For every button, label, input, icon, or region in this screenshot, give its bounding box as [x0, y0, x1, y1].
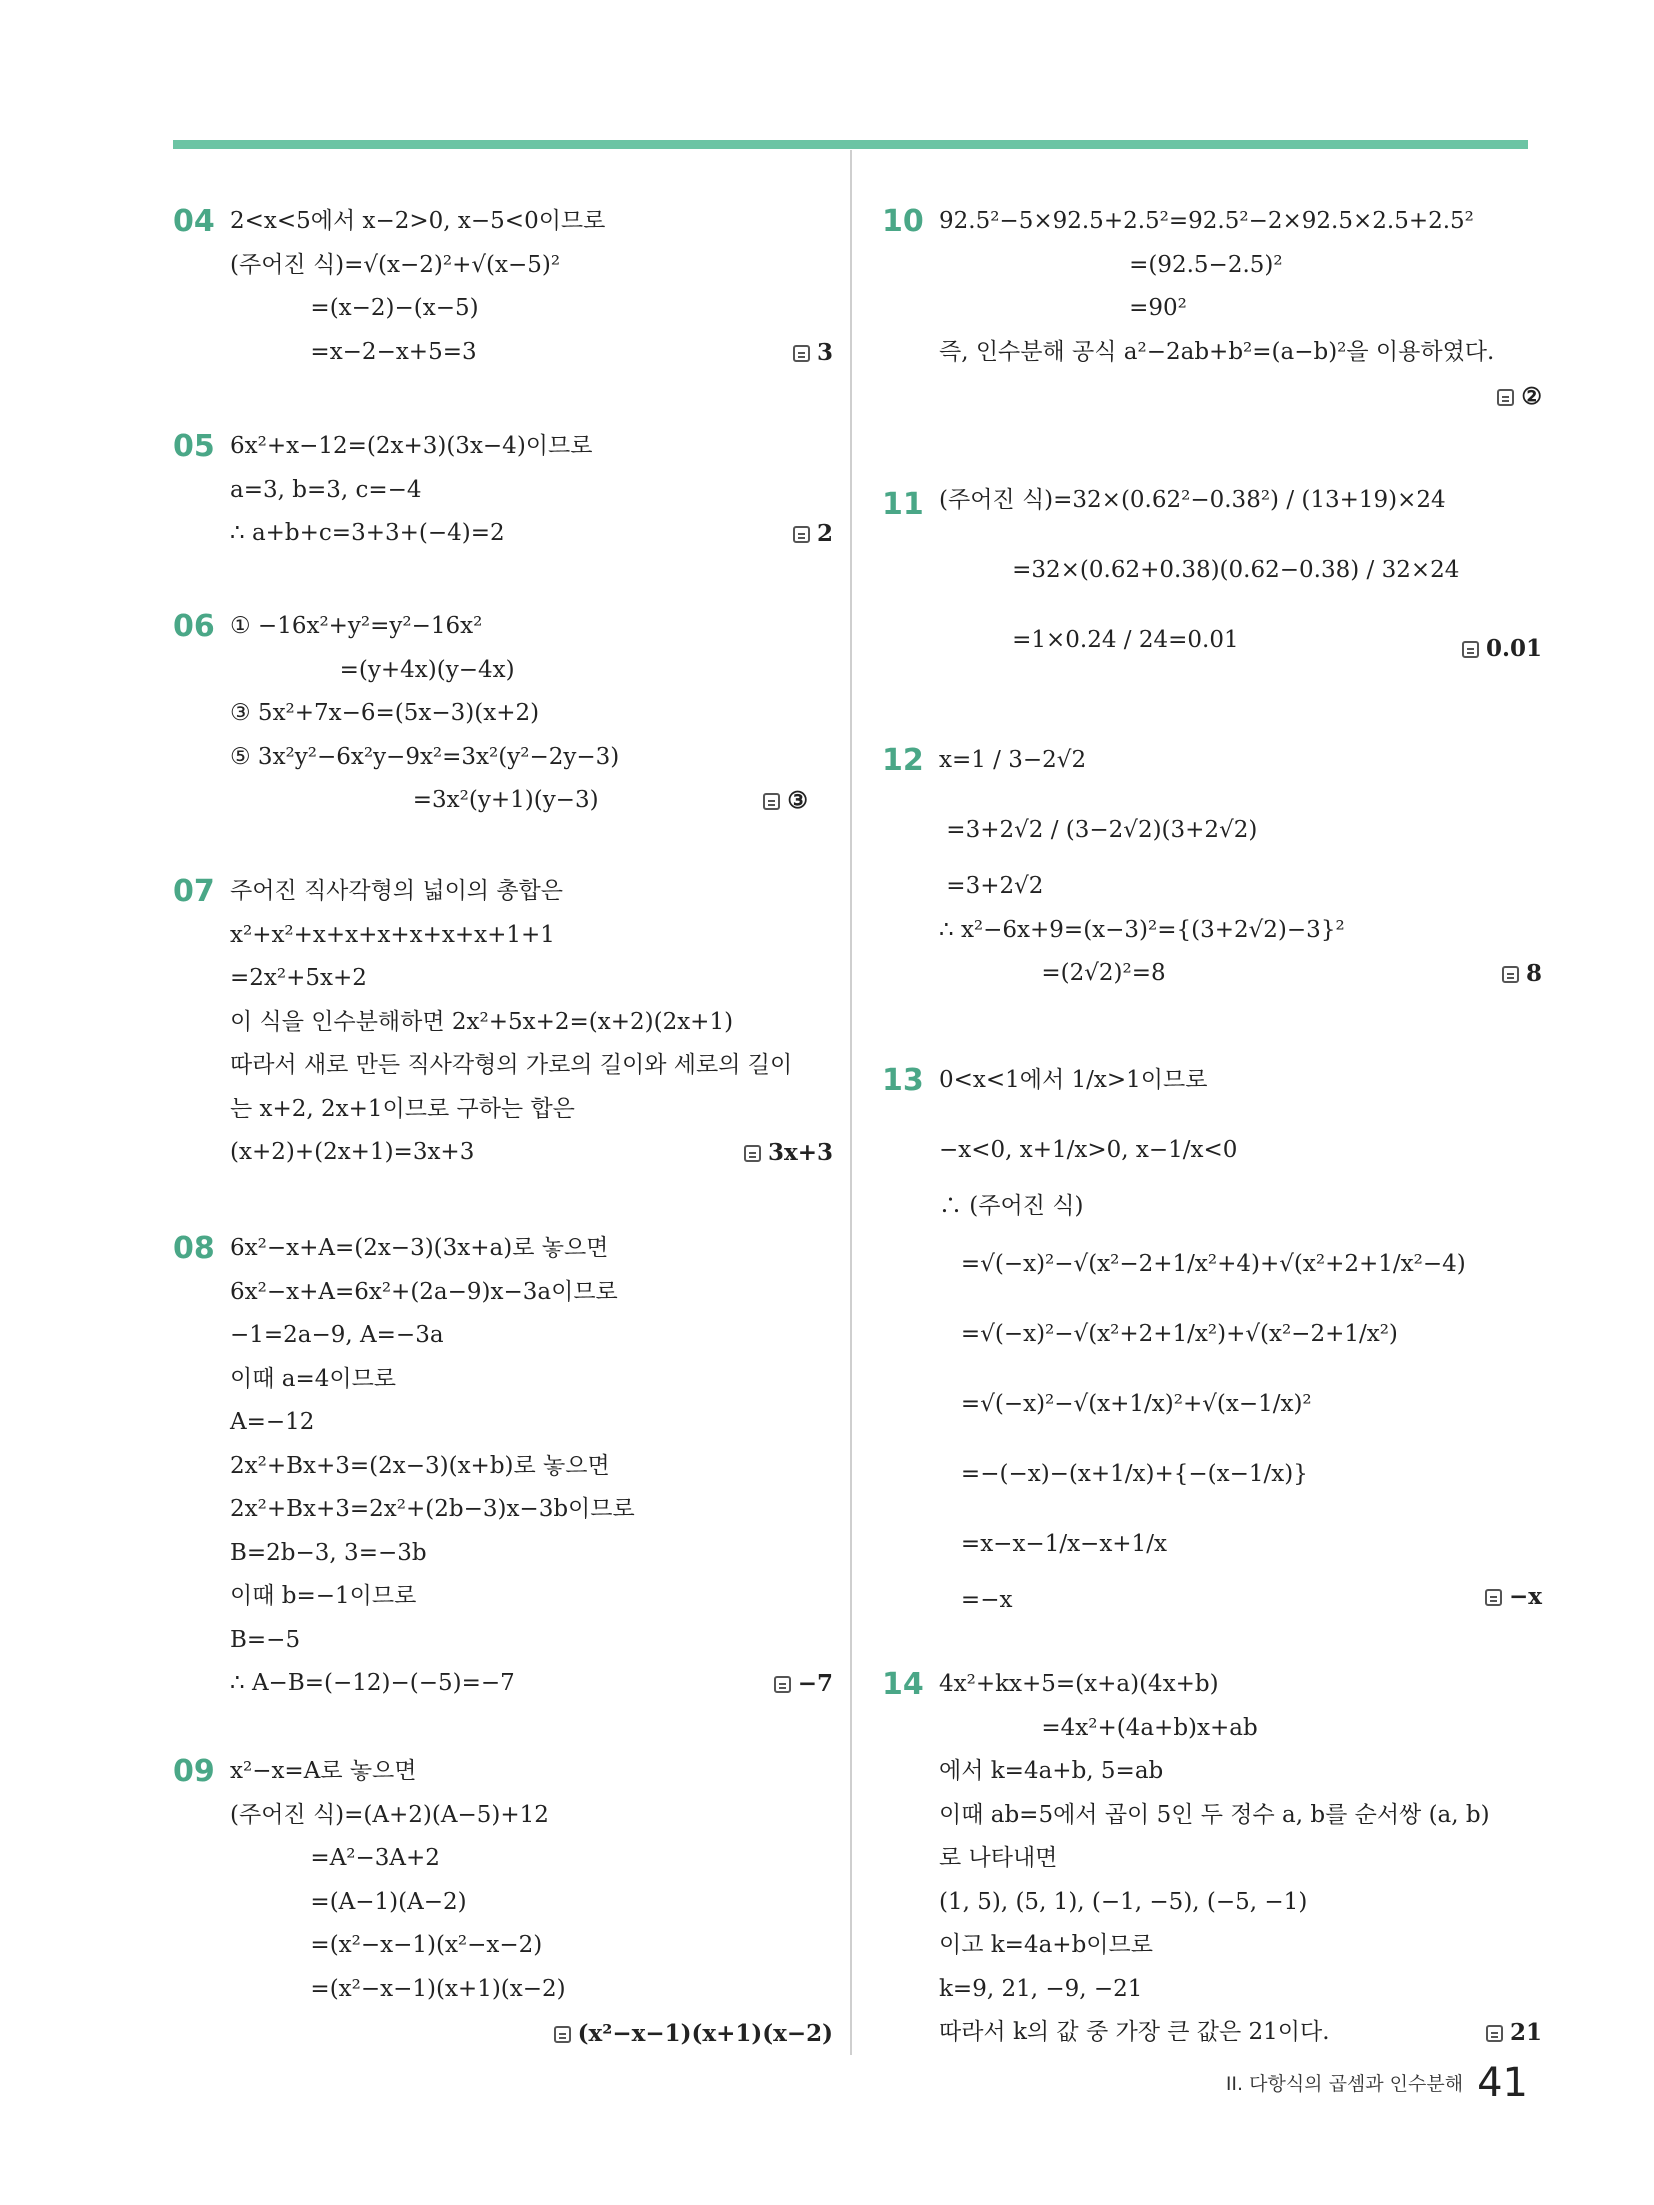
solution-line: 6x²−x+A=(2x−3)(3x+a)로 놓으면 [230, 1235, 609, 1261]
solution-line: =A²−3A+2 [230, 1845, 440, 1871]
answer: 8 [1502, 952, 1542, 995]
solution-line: x=1 / 3−2√2 [939, 747, 1087, 773]
solution-line: =(x²−x−1)(x+1)(x−2) [230, 1975, 566, 2002]
problem-number: 08 [173, 1231, 215, 1266]
solution-line: =√(−x)²−√(x²+2+1/x²)+√(x²−2+1/x²) [939, 1320, 1398, 1347]
solution-line: =−x [939, 1586, 1013, 1613]
solution-line: ⑤ 3x²y²−6x²y−9x²=3x²(y²−2y−3) [230, 743, 620, 770]
answer: −x [1485, 1575, 1542, 1618]
solution-line: 2x²+Bx+3=(2x−3)(x+b)로 놓으면 [230, 1452, 610, 1479]
solution-line: 92.5²−5×92.5+2.5²=92.5²−2×92.5×2.5+2.5² [939, 208, 1474, 234]
answer-icon [744, 1145, 761, 1162]
page-number: 41 [1477, 2060, 1528, 2106]
problem-04 [173, 200, 833, 374]
answer: 3x+3 [744, 1131, 833, 1174]
solution-line: 6x²−x+A=6x²+(2a−9)x−3a이므로 [230, 1278, 618, 1305]
answer: 0.01 [1462, 627, 1542, 670]
solution-line: 이 식을 인수분해하면 2x²+5x+2=(x+2)(2x+1) [230, 1008, 734, 1035]
problem-12 [882, 725, 1542, 996]
problem-06 [173, 605, 833, 823]
problem-07 [173, 870, 833, 1175]
solution-line: 2x²+Bx+3=2x²+(2b−3)x−3b이므로 [230, 1496, 635, 1522]
solution-line: =(92.5−2.5)² [939, 251, 1283, 278]
solution-line: =3+2√2 / (3−2√2)(3+2√2) [939, 817, 1258, 843]
solution-line: =3x²(y+1)(y−3) [230, 787, 599, 813]
answer-icon [1497, 389, 1514, 406]
solution-line: (x+2)+(2x+1)=3x+3 [230, 1139, 475, 1165]
solution-line: ∴ A−B=(−12)−(−5)=−7 [230, 1670, 515, 1696]
solution-line: 에서 k=4a+b, 5=ab [939, 1758, 1164, 1784]
problem-number: 09 [173, 1754, 215, 1789]
problem-14 [882, 1663, 1542, 2055]
answer: 3 [793, 331, 833, 374]
solution-line: 이때 a=4이므로 [230, 1365, 397, 1392]
solution-line: 이때 b=−1이므로 [230, 1583, 417, 1609]
solution-line: x²+x²+x+x+x+x+x+x+1+1 [230, 921, 555, 948]
solution-line: 0<x<1에서 1/x>1이므로 [939, 1067, 1208, 1093]
problem-number: 04 [173, 204, 215, 239]
solution-line: 2<x<5에서 x−2>0, x−5<0이므로 [230, 208, 606, 234]
answer-icon [763, 793, 780, 810]
problem-10 [882, 200, 1542, 410]
solution-line: =(y+4x)(y−4x) [230, 656, 515, 683]
solution-line: (주어진 식)=√(x−2)²+√(x−5)² [230, 251, 561, 278]
answer-icon [793, 526, 810, 543]
problem-number: 06 [173, 609, 215, 644]
solution-line: 6x²+x−12=(2x+3)(3x−4)이므로 [230, 433, 593, 459]
answer-icon [1485, 1589, 1502, 1606]
answer: −7 [774, 1662, 833, 1705]
solution-line: a=3, b=3, c=−4 [230, 476, 422, 503]
solution-line: =(x−2)−(x−5) [230, 295, 479, 321]
problem-number: 07 [173, 874, 215, 909]
solution-line: k=9, 21, −9, −21 [939, 1975, 1143, 2002]
problem-08 [173, 1227, 833, 1706]
solution-line: =(A−1)(A−2) [230, 1888, 467, 1915]
solution-line: =x−x−1/x−x+1/x [939, 1530, 1167, 1557]
solution-line: ① −16x²+y²=y²−16x² [230, 613, 483, 639]
problem-number: 12 [882, 743, 924, 778]
answer-icon [774, 1676, 791, 1693]
solution-line: =90² [939, 295, 1187, 321]
problem-number: 10 [882, 204, 924, 239]
solution-line: =√(−x)²−√(x+1/x)²+√(x−1/x)² [939, 1390, 1312, 1417]
solution-line: 4x²+kx+5=(x+a)(4x+b) [939, 1671, 1219, 1697]
problem-number: 13 [882, 1063, 924, 1098]
answer-icon [793, 345, 810, 362]
solution-line: =−(−x)−(x+1/x)+{−(x−1/x)} [939, 1460, 1308, 1487]
page-footer [1226, 2060, 1528, 2106]
solution-line: =3+2√2 [939, 873, 1044, 899]
problem-09 [173, 1750, 833, 2047]
solution-line: A=−12 [230, 1409, 315, 1435]
solution-line: 는 x+2, 2x+1이므로 구하는 합은 [230, 1095, 575, 1122]
answer: 21 [1486, 2011, 1542, 2054]
solution-line: −1=2a−9, A=−3a [230, 1322, 444, 1348]
answer-icon [1486, 2025, 1503, 2042]
solution-line: 이때 ab=5에서 곱이 5인 두 정수 a, b를 순서쌍 (a, b) [939, 1801, 1490, 1828]
problem-05 [173, 425, 833, 556]
solution-line: ∴ a+b+c=3+3+(−4)=2 [230, 520, 505, 546]
solution-line: B=2b−3, 3=−3b [230, 1539, 427, 1566]
problem-number: 11 [882, 487, 924, 522]
solution-line: =1×0.24 / 24=0.01 [939, 627, 1239, 653]
solution-line: =32×(0.62+0.38)(0.62−0.38) / 32×24 [939, 557, 1460, 583]
problem-number: 14 [882, 1667, 924, 1702]
chapter-title: II. 다항식의 곱셈과 인수분해 [1225, 2073, 1464, 2095]
solution-line: x²−x=A로 놓으면 [230, 1758, 417, 1784]
solution-line: =√(−x)²−√(x²−2+1/x²+4)+√(x²+2+1/x²−4) [939, 1250, 1466, 1277]
solution-line: =4x²+(4a+b)x+ab [939, 1714, 1258, 1741]
answer: ③ [763, 779, 808, 822]
solution-line: ∴ x²−6x+9=(x−3)²={(3+2√2)−3}² [939, 916, 1345, 943]
column-divider [850, 150, 852, 2055]
top-accent-bar [173, 140, 1528, 149]
problem-11 [882, 465, 1542, 675]
solution-line: ∴ (주어진 식) [939, 1193, 1084, 1219]
answer-icon [1462, 641, 1479, 658]
problem-13 [882, 1045, 1542, 1622]
solution-line: B=−5 [230, 1626, 301, 1653]
solution-line: 로 나타내면 [939, 1845, 1058, 1871]
answer-icon [1502, 966, 1519, 983]
solution-line: =2x²+5x+2 [230, 965, 367, 991]
solution-line: 주어진 직사각형의 넓이의 총합은 [230, 878, 563, 904]
answer: ② [1497, 375, 1542, 418]
problem-number: 05 [173, 429, 215, 464]
solution-line: =x−2−x+5=3 [230, 338, 477, 365]
solution-line: −x<0, x+1/x>0, x−1/x<0 [939, 1137, 1238, 1163]
solution-line: 따라서 새로 만든 직사각형의 가로의 길이와 세로의 길이 [230, 1052, 793, 1078]
solution-line: =(x²−x−1)(x²−x−2) [230, 1932, 543, 1958]
solution-line: (주어진 식)=(A+2)(A−5)+12 [230, 1801, 549, 1828]
answer: (x²−x−1)(x+1)(x−2) [554, 2012, 833, 2055]
solution-line: 따라서 k의 값 중 가장 큰 값은 21이다. [939, 2019, 1330, 2045]
solution-line: =(2√2)²=8 [939, 960, 1166, 986]
answer: 2 [793, 512, 833, 555]
solution-line: ③ 5x²+7x−6=(5x−3)(x+2) [230, 700, 540, 726]
solution-line: 즉, 인수분해 공식 a²−2ab+b²=(a−b)²을 이용하였다. [939, 338, 1495, 365]
solution-line: (1, 5), (5, 1), (−1, −5), (−5, −1) [939, 1888, 1308, 1915]
solution-line: (주어진 식)=32×(0.62²−0.38²) / (13+19)×24 [939, 487, 1446, 513]
answer-icon [554, 2026, 571, 2043]
solution-line: 이고 k=4a+b이므로 [939, 1932, 1153, 1958]
